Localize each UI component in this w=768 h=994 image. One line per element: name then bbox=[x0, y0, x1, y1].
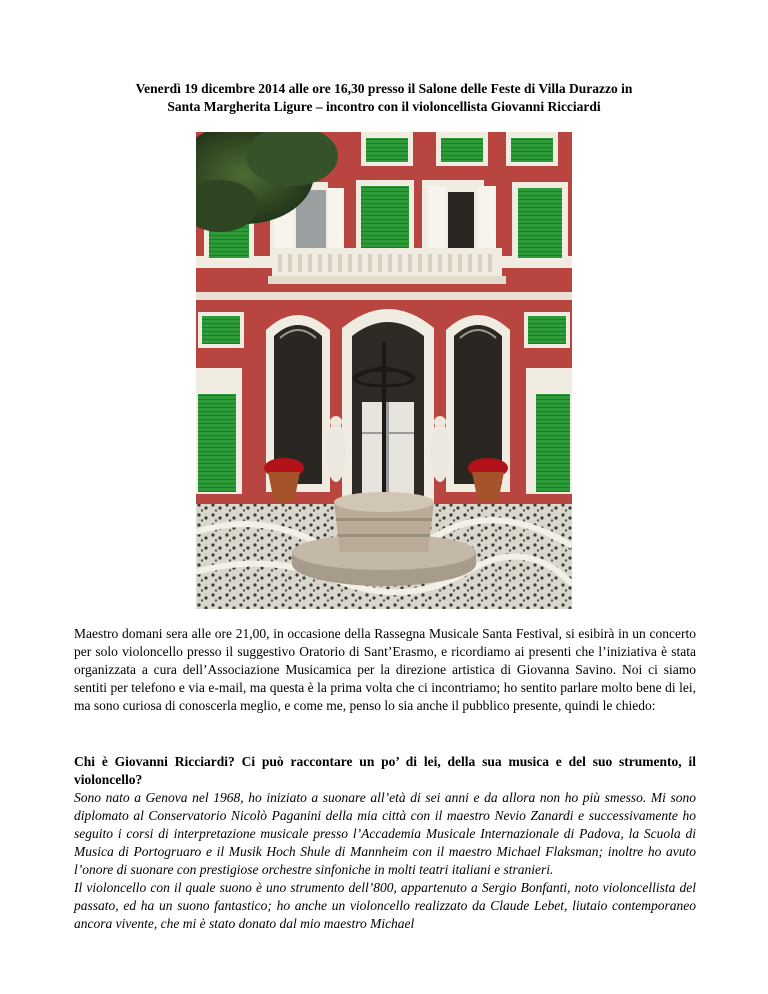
answer-paragraph-1: Sono nato a Genova nel 1968, ho iniziato a suonare all’età di sei anni e da allora non ho più smesso. Mi sono diplomato al Conservatorio Nicolò Paganini della mia città con il maestro Nevio Zanardi e successivamente ho seguito i corsi di interpretazione musicale presso l’Accademia Musicale Internazionale di Padova, la Scuola di Musica di Portogruaro e il Musik Hoch Shule di Mannheim con il maestro Michael Flaksman; inoltre ho avuto l’onore di suonare con prestigiose orchestre sinfoniche in molti teatri italiani e stranieri. bbox=[74, 790, 696, 877]
interview-question: Chi è Giovanni Ricciardi? Ci può raccontare un po’ di lei, della sua musica e del suo strumento, il violoncello? bbox=[74, 754, 696, 787]
title-line-1: Venerdì 19 dicembre 2014 alle ore 16,30 presso il Salone delle Feste di Villa Durazzo in bbox=[135, 81, 633, 96]
page-title bbox=[60, 80, 708, 116]
title-line-2: Santa Margherita Ligure – incontro con il violoncellista Giovanni Ricciardi bbox=[167, 99, 601, 114]
answer-paragraph-2: Il violoncello con il quale suono è uno strumento dell’800, appartenuto a Sergio Bonfanti, noto violoncellista del passato, ed ha un suono fantastico; ho anche un violoncello realizzato da Claude Lebet, liutaio contemporaneo ancora vivente, che mi è stato donato dal mio maestro Michael bbox=[74, 880, 696, 931]
interview-answer bbox=[74, 789, 696, 933]
villa-durazzo-photo bbox=[196, 132, 572, 609]
intro-paragraph: Maestro domani sera alle ore 21,00, in occasione della Rassegna Musicale Santa Festival, si esibirà in un concerto per solo violoncello presso il suggestivo Oratorio di Sant’Erasmo, e ricordiamo ai presenti che l’iniziativa è stata organizzata a cura dell’Associazione Musicamica per la direzione artistica di Giovanna Savino. Noi ci siamo sentiti per telefono e via e-mail, ma questa è la prima volta che ci incontriamo; ho sentito parlare molto bene di lei, ma sono curiosa di conoscerla meglio, e come me, penso lo sia anche il pubblico presente, quindi le chiedo: bbox=[74, 626, 696, 713]
